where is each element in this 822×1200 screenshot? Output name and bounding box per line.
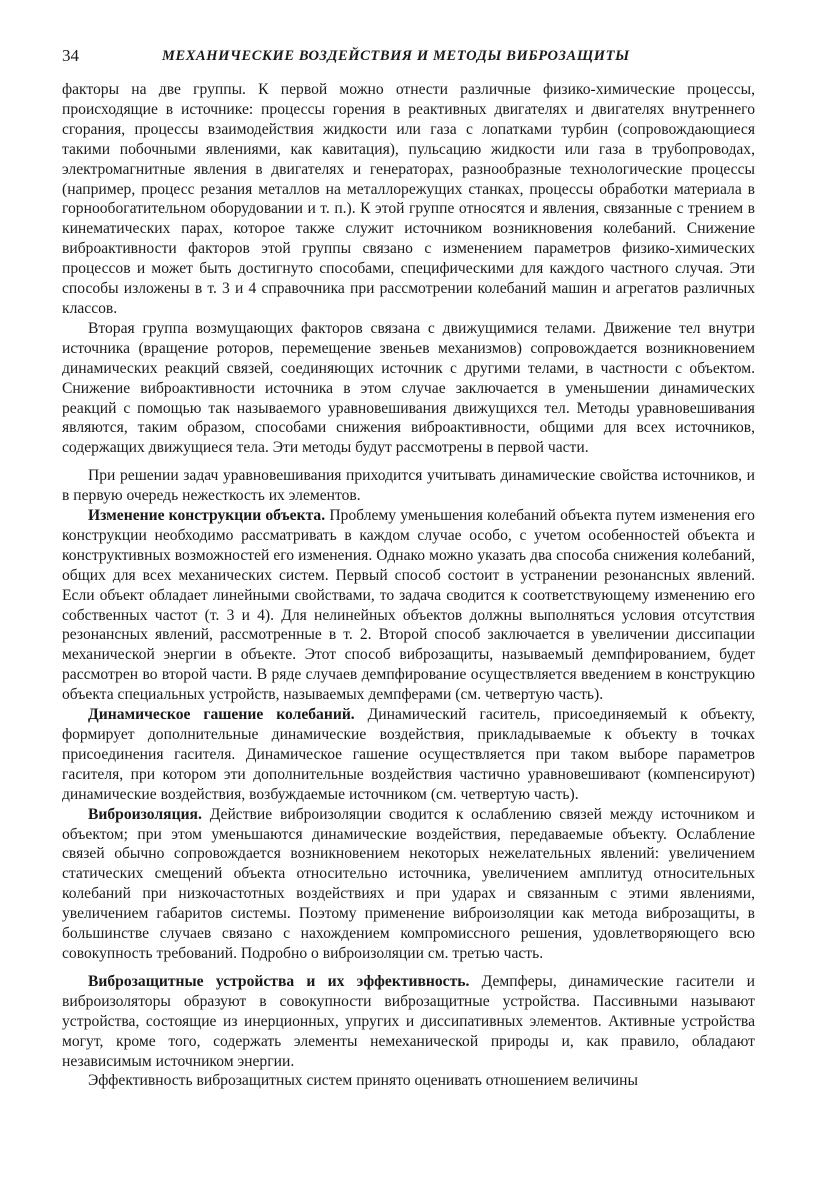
paragraph-text: Вторая группа возмущающих факторов связана с движущимися телами. Движение тел внутри источника (вращение роторов, перемещение звеньев механизмов) сопровождается возникновением динамических реакций связей, соединяющих источник с другими телами, в частности с объектом. Снижение виброактивности источника в этом случае заключается в уменьшении динамических реакций с помощью так называемого уравновешивания движущихся тел. Методы уравновешивания являются, таким образом, способами снижения виброактивности, общими для всех источников, содержащих движущиеся тела. Эти методы будут рассмотрены в первой части. [62,319,755,457]
run-in-heading: Изменение конструкции объекта. [88,507,326,525]
paragraph-text: Действие виброизоляции сводится к ослаблению связей между источником и объектом; при этом уменьшаются динамические воздействия, передаваемые объекту. Ослабление связей обычно сопровождается возникновением некоторых нежелательных явлений: увеличением статических смещений объекта относительно источника, увеличением амплитуд относительных колебаний при низкочастотных воздействиях и при ударах и связанным с этими явлениями, увеличением габаритов системы. Поэтому применение виброизоляции как метода виброзащиты, в большинстве случаев связано с нахождением компромиссного решения, удовлетворяющего всю совокупность требований. Подробно о виброизоляции см. третью часть. [62,805,755,962]
document-page [62,40,755,1091]
paragraph-text: Динамический гаситель, присоединяемый к объекту, формирует дополнительные динамические воздействия, прикладываемые к объекту в точках присоединения гасителя. Динамическое гашение осуществляется при таком выборе параметров гасителя, при котором эти дополнительные воздействия частично уравновешивают (компенсируют) динамические воздействия, возбуждаемые источником (см. четвертую часть). [62,706,755,803]
running-title: МЕХАНИЧЕСКИЕ ВОЗДЕЙСТВИЯ И МЕТОДЫ ВИБРОЗАЩИТЫ [162,48,630,64]
section-paragraph [62,705,755,805]
run-in-heading: Виброизоляция. [88,805,202,823]
paragraph-continued [62,80,755,319]
paragraph-text: Эффективность виброзащитных систем принято оценивать отношением величины [88,1072,638,1090]
section-paragraph [62,972,755,1072]
paragraph [62,1071,755,1091]
page-header [62,40,755,80]
run-in-heading: Динамическое гашение колебаний. [88,706,355,724]
section-paragraph [62,805,755,964]
paragraph-text: Демпферы, динамические гасители и виброизоляторы образуют в совокупности виброзащитные устройства. Пассивными называют устройства, состоящие из инерционных, упругих и диссипативных элементов. Активные устройства могут, кроме того, содержать элементы немеханической природы и, как правило, обладают независимым источником энергии. [62,972,755,1070]
run-in-heading: Виброзащитные устройства и их эффективность. [88,972,470,990]
body-text [62,80,755,1091]
paragraph [62,319,755,458]
section-paragraph [62,506,755,705]
paragraph-text: Проблему уменьшения колебаний объекта путем изменения его конструкции необходимо рассматривать в каждом случае особо, с учетом особенностей объекта и конструктивных возможностей его изменения. Однако можно указать два способа снижения колебаний, общих для всех механических систем. Первый способ состоит в устранении резонансных явлений. Если объект обладает линейными свойствами, то задача сводится к соответствующему изменению его собственных частот (т. 3 и 4). Для нелинейных объектов должны выполняться условия отсутствия резонансных явлений, рассмотренные в т. 2. Второй способ заключается в увеличении диссипации механической энергии в объекте. Этот способ виброзащиты, называемый демпфированием, будет рассмотрен во второй части. В ряде случаев демпфирование осуществляется введением в конструкцию объекта специальных устройств, называемых демпферами (см. четвертую часть). [62,507,755,704]
paragraph [62,466,755,506]
page-number: 34 [62,46,79,65]
paragraph-text: При решении задач уравновешивания приходится учитывать динамические свойства источников, и в первую очередь нежесткость их элементов. [62,467,755,505]
paragraph-text: факторы на две группы. К первой можно отнести различные физико-химические процессы, происходящие в источнике: процессы горения в реактивных двигателях и двигателях внутреннего сгорания, процессы взаимодействия жидкости или газа с лопатками турбин (сопровождающиеся такими побочными явлениями, как кавитация), пульсацию жидкости или газа в трубопроводах, электромагнитные явления в двигателях и генераторах, разнообразные технологические процессы (например, процесс резания металлов на металлорежущих станках, процессы обработки материала в горнообогатительном оборудовании и т. п.). К этой группе относятся и явления, связанные с трением в кинематических парах, которое также служит источником возникновения колебаний. Снижение виброактивности факторов этой группы связано с изменением параметров физико-химических процессов и может быть достигнуто способами, специфическими для каждого частного случая. Эти способы изложены в т. 3 и 4 справочника при рассмотрении колебаний машин и агрегатов различных классов. [62,81,755,317]
